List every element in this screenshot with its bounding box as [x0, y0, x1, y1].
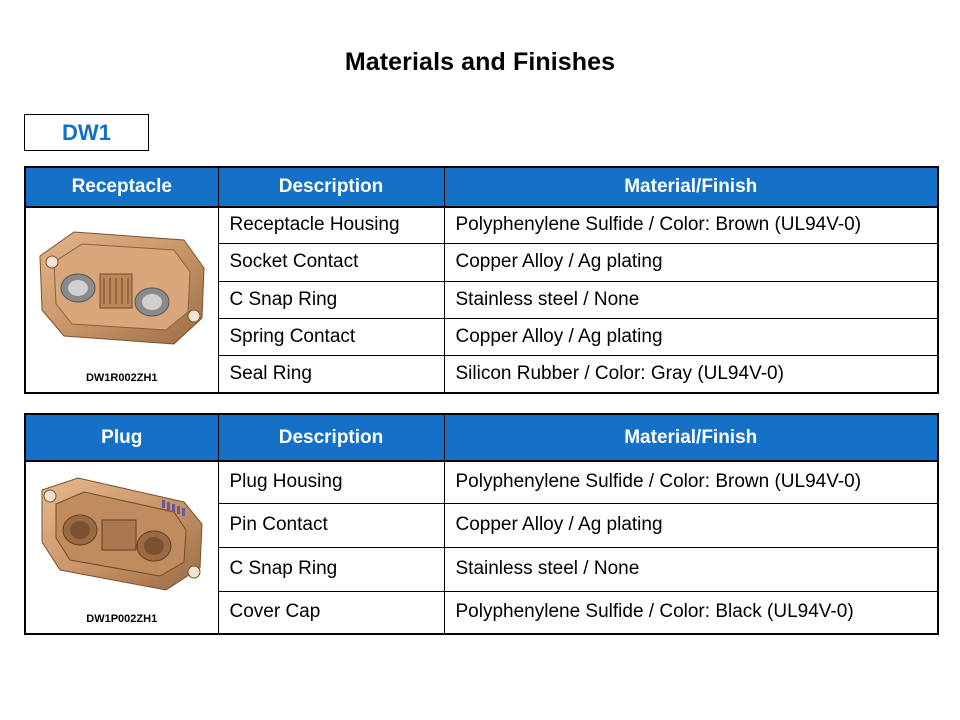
series-label: DW1 — [24, 114, 149, 151]
column-header-part: Plug — [25, 414, 218, 461]
receptacle-materials-table — [24, 166, 939, 394]
material-cell: Polyphenylene Sulfide / Color: Black (UL94V-0) — [444, 591, 938, 634]
material-cell: Copper Alloy / Ag plating — [444, 503, 938, 547]
column-header-material: Material/Finish — [444, 414, 938, 461]
table-header-row — [25, 414, 938, 461]
page-title: Materials and Finishes — [344, 48, 616, 76]
description-cell: Cover Cap — [218, 591, 444, 634]
description-cell: Seal Ring — [218, 355, 444, 393]
material-cell: Copper Alloy / Ag plating — [444, 318, 938, 355]
material-cell: Stainless steel / None — [444, 547, 938, 591]
column-header-description: Description — [218, 414, 444, 461]
part-number-label: DW1R002ZH1 — [85, 372, 158, 384]
description-cell: C Snap Ring — [218, 547, 444, 591]
description-cell: C Snap Ring — [218, 281, 444, 318]
description-cell: Spring Contact — [218, 318, 444, 355]
table-header-row — [25, 167, 938, 207]
plug-connector-image — [34, 472, 210, 612]
table-row — [25, 207, 938, 243]
column-header-material: Material/Finish — [444, 167, 938, 207]
material-cell: Polyphenylene Sulfide / Color: Brown (UL94V-0) — [444, 207, 938, 243]
part-image-cell — [25, 461, 218, 634]
part-image-cell — [25, 207, 218, 393]
material-cell: Silicon Rubber / Color: Gray (UL94V-0) — [444, 355, 938, 393]
part-number-label: DW1P002ZH1 — [86, 613, 158, 625]
description-cell: Receptacle Housing — [218, 207, 444, 243]
table-row — [25, 461, 938, 503]
description-cell: Socket Contact — [218, 243, 444, 281]
description-cell: Pin Contact — [218, 503, 444, 547]
column-header-part: Receptacle — [25, 167, 218, 207]
column-header-description: Description — [218, 167, 444, 207]
description-cell: Plug Housing — [218, 461, 444, 503]
plug-materials-table — [24, 413, 939, 635]
receptacle-connector-image — [34, 218, 210, 368]
material-cell: Copper Alloy / Ag plating — [444, 243, 938, 281]
material-cell: Stainless steel / None — [444, 281, 938, 318]
material-cell: Polyphenylene Sulfide / Color: Brown (UL94V-0) — [444, 461, 938, 503]
